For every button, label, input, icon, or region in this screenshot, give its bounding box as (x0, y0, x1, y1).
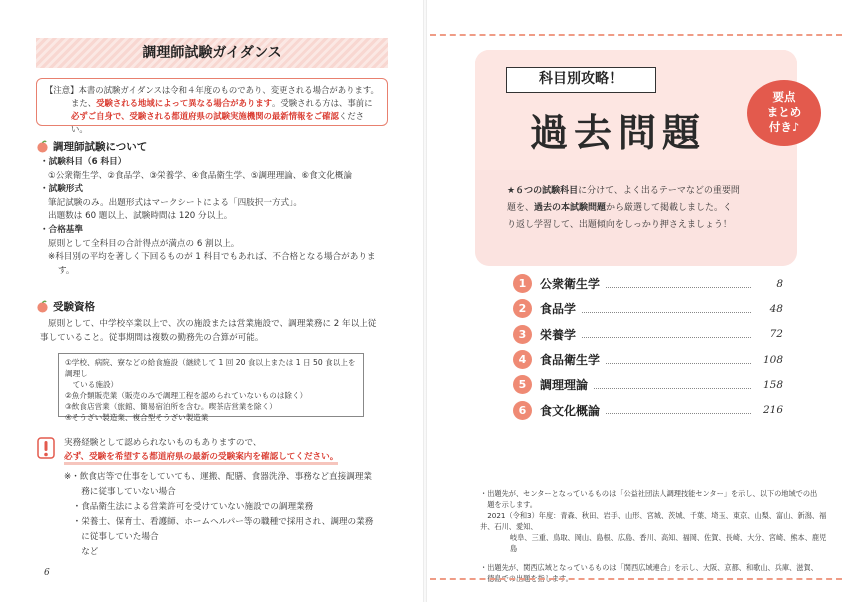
toc-number-badge: 1 (513, 274, 532, 293)
intro-bold: 過去の本試験問題 (534, 203, 607, 213)
intro-star: ★６つの試験科目 (507, 186, 579, 196)
intro-part: り返し学習して、出題傾向をしっかり押さえましょう！ (507, 220, 732, 230)
exclamation-icon (37, 437, 55, 461)
exam-section-body (40, 156, 390, 278)
exam-item-line: ※科目別の平均を著しく下回るものが 1 科目でもあれば、不合格となる場合がありま (48, 252, 376, 263)
toc-leader (606, 280, 751, 288)
toc-number-badge: 6 (513, 401, 532, 420)
toc-item-3[interactable] (513, 322, 783, 347)
exclusion-line: ・食品衛生法による営業許可を受けていない施設での調理業務 (64, 502, 314, 512)
facility-list-box (58, 353, 364, 422)
facility-item: ④そうざい製造業、複合型そうざい製造業 (65, 413, 209, 422)
toc-subject: 食品衛生学 (540, 353, 601, 368)
exclusion-line: 務に従事していない場合 (64, 487, 176, 497)
toc-page: 48 (769, 302, 783, 315)
warning-red-line: 必ず、受験を希望する都道府県の最新の受験案内を確認してください。 (64, 452, 338, 465)
source-notes (480, 488, 832, 584)
qualification-text: 事していること。従事期間は複数の勤務先の合算が可能。 (40, 332, 264, 343)
toc-page: 158 (762, 378, 783, 391)
toc-page: 216 (762, 404, 783, 417)
facility-item: ている施設） (65, 380, 119, 389)
page-number: 6 (44, 568, 50, 578)
subject-strategy-label: 科目別攻略！ (506, 67, 656, 93)
note-spacer (480, 554, 832, 562)
badge-line: まとめ (766, 105, 802, 119)
guidance-title-band (36, 38, 388, 68)
toc-item-1[interactable] (513, 271, 783, 296)
toc-leader (606, 406, 751, 414)
toc-item-2[interactable] (513, 296, 783, 321)
intro-part: から厳選して掲載しました。く (606, 203, 733, 213)
toc-number-badge: 2 (513, 299, 532, 318)
toc-item-5[interactable] (513, 372, 783, 397)
facility-item: ①学校、病院、寮などの給食施設（継続して 1 回 20 食以上または 1 日 50 食以上を調理し (65, 358, 356, 378)
facility-item: ③飲食店営業（旅館、簡易宿泊所を含む。喫茶店営業を除く） (65, 402, 277, 411)
exclusion-list (64, 470, 394, 560)
exclusion-line: など (64, 547, 99, 557)
warning-text (64, 437, 394, 464)
bottom-dashed-rule (430, 578, 842, 580)
toc-leader (594, 381, 751, 389)
note-line: 徳島での出題を指します。 (480, 574, 573, 583)
qualification-title: 受験資格 (53, 301, 95, 313)
toc-number-badge: 4 (513, 350, 532, 369)
toc-leader (582, 330, 751, 338)
page-title: 調理師試験ガイダンス (142, 45, 282, 61)
toc-subject: 公衆衛生学 (540, 277, 601, 292)
exam-section-title: 調理師試験について (53, 141, 148, 153)
toc-number-badge: 3 (513, 325, 532, 344)
facility-item: ②魚介類販売業（販売のみで調理工程を認められていないものは除く） (65, 391, 308, 400)
notice-line3-post: ください。 (71, 111, 364, 134)
warning-line: 実務経験として認められないものもありますので、 (64, 438, 262, 448)
exclusion-line: ※・飲食店等で仕事をしていても、運搬、配膳、食器洗浄、事務など直接調理業 (64, 472, 372, 482)
exam-item-label: ・試験形式 (40, 184, 83, 195)
toc-page: 72 (769, 328, 783, 341)
notice-line1: 本書の試験ガイダンスは令和４年度のものであり、変更される場合があります。 (78, 85, 379, 95)
exam-section-heading (36, 139, 147, 154)
toc-subject: 食文化概論 (540, 403, 601, 418)
toc-leader (606, 356, 751, 364)
main-title: 過去問題 (530, 110, 707, 155)
toc-number-badge: 5 (513, 375, 532, 394)
exclusion-line: に従事していた場合 (64, 532, 159, 542)
toc-subject: 栄養学 (540, 327, 577, 342)
exam-item-line: 出題数は 60 題以上、試験時間は 120 分以上。 (48, 211, 233, 222)
intro-part: 題を、 (507, 203, 535, 213)
toc-subject: 調理理論 (540, 378, 589, 393)
notice-line2-red: 受験される地域によって異なる場合があります (96, 98, 272, 108)
table-of-contents (513, 271, 783, 423)
book-gutter (423, 0, 427, 602)
toc-subject: 食品学 (540, 302, 577, 317)
notice-box (36, 78, 388, 134)
badge-line: 要点 (772, 90, 796, 104)
note-line: ・出題先が、センターとなっているものは「公益社団法人調理技能センター」を示し、以下の地域での出 (480, 489, 818, 498)
notice-line2-pre: また、 (71, 98, 97, 108)
qualification-body (40, 318, 390, 345)
toc-leader (582, 305, 751, 313)
qualification-heading (36, 299, 95, 314)
notice-line3-red: 必ずご自身で、受験される都道府県の試験実施機関の最新情報をご確認 (71, 111, 339, 121)
notice-prefix: 【注意】 (45, 85, 79, 95)
notice-line2-post: 。受験される方は、事前に (272, 98, 373, 108)
badge-line: 付き♪ (768, 120, 800, 134)
exam-item-label: ・合格基準 (40, 224, 83, 235)
qualification-text: 原則として、中学校卒業以上で、次の施設または営業施設で、調理業務に 2 年以上従 (48, 319, 377, 329)
summary-badge (747, 80, 821, 146)
exam-item-label: ・試験科目（6 科目） (40, 157, 127, 167)
toc-page: 8 (776, 277, 783, 290)
note-line: 岐阜、三重、鳥取、岡山、島根、広島、香川、高知、福岡、佐賀、長崎、大分、宮崎、熊本、鹿児島 (510, 533, 827, 553)
intro-text (507, 183, 789, 234)
top-dashed-rule (430, 34, 842, 36)
exam-item-line: 筆記試験のみ。出題形式はマークシートによる「四肢択一方式」。 (48, 197, 303, 208)
toc-page: 108 (762, 353, 783, 366)
note-line: ・出題先が、関西広域となっているものは「関西広域連合」を示し、大阪、京都、和歌山、兵庫、滋賀、 (480, 563, 818, 572)
exam-item-line: 原則として全科目の合計得点が満点の 6 割以上。 (48, 238, 240, 249)
note-line: 2021（令和3）年度：青森、秋田、岩手、山形、宮城、茨城、千葉、埼玉、東京、山梨、富山、新潟、福井、石川、愛知、 (480, 511, 827, 531)
intro-part: に分けて、よく出るテーマなどの重要問 (578, 186, 740, 196)
toc-item-6[interactable] (513, 397, 783, 422)
exam-item-line: す。 (58, 265, 75, 276)
peach-icon (36, 140, 49, 153)
peach-icon (36, 300, 49, 313)
toc-item-4[interactable] (513, 347, 783, 372)
note-line: 題を示します。 (480, 500, 537, 509)
exam-item-line: ①公衆衛生学、②食品学、③栄養学、④食品衛生学、⑤調理理論、⑥食文化概論 (48, 170, 353, 181)
exclusion-line: ・栄養士、保育士、看護師、ホームヘルパー等の職種で採用され、調理の業務 (64, 517, 374, 527)
